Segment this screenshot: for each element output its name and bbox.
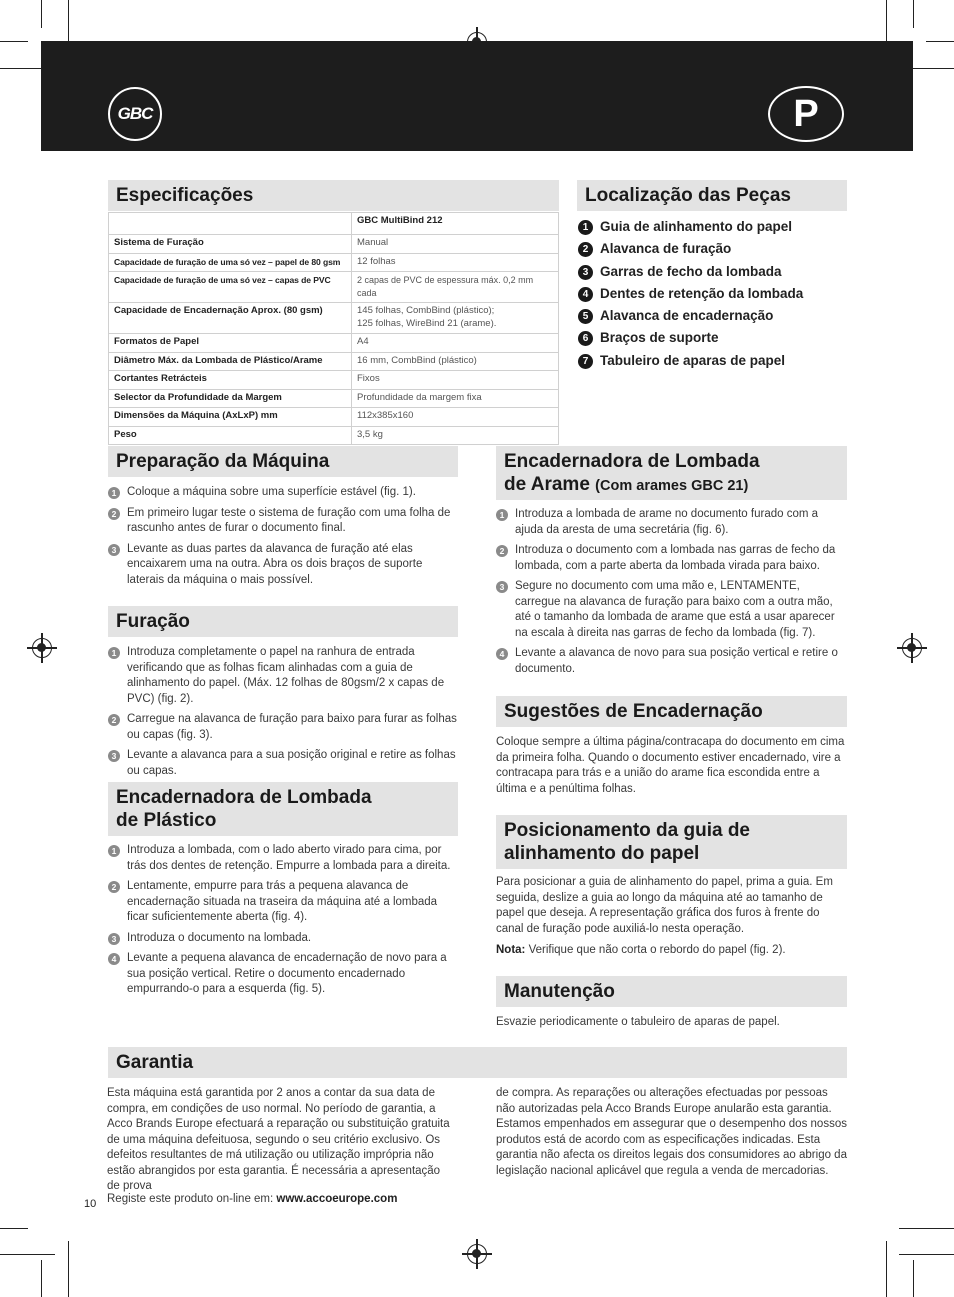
step-text: Levante a pequena alavanca de encadernação de novo para a sua posição vertical. Retire o documento encadernado empurrando-o para a esquerda (fig. 5). <box>127 952 447 995</box>
list-item <box>108 542 458 589</box>
crop-mark <box>41 0 42 28</box>
list-item <box>496 543 847 574</box>
header-band <box>41 41 913 151</box>
list-item <box>496 579 847 641</box>
section-title-text: Encadernadora de Lombada <box>504 451 760 472</box>
table-row <box>109 253 559 272</box>
crop-mark <box>0 41 28 42</box>
number-badge-icon: 6 <box>578 331 593 346</box>
spec-label: Capacidade de furação de uma só vez – papel de 80 gsm <box>109 253 352 272</box>
crop-mark <box>41 1260 42 1297</box>
section-title-specifications <box>108 180 559 211</box>
section-subtitle: (Com arames GBC 21) <box>595 478 749 494</box>
number-badge-icon: 3 <box>578 265 593 280</box>
number-badge-icon: 5 <box>578 309 593 324</box>
crop-mark <box>913 1260 914 1297</box>
list-item <box>108 748 458 779</box>
list-item <box>496 507 847 538</box>
crop-mark <box>899 1254 954 1255</box>
list-item <box>578 263 803 285</box>
part-label: Braços de suporte <box>600 330 719 346</box>
spec-label: Cortantes Retrácteis <box>109 371 352 390</box>
table-row <box>109 352 559 371</box>
step-text: Carregue na alavanca de furação para baixo para furar as folhas ou capas (fig. 3). <box>127 713 457 741</box>
list-item <box>578 285 803 307</box>
spec-value: 12 folhas <box>352 253 559 272</box>
language-badge: P <box>768 86 844 142</box>
step-text: Em primeiro lugar teste o sistema de furação com uma folha de rascunho antes de furar o documento final. <box>127 506 451 534</box>
spec-label: Selector da Profundidade da Margem <box>109 389 352 408</box>
step-text: Introduza completamente o papel na ranhura de entrada verificando que as folhas ficam alinhadas com a guia de alinhamento do papel. (Máx. 12 folhas de 80gsm/2 x capas de PVC) (fig. 2). <box>127 646 445 705</box>
maintenance-text: Esvazie periodicamente o tabuleiro de aparas de papel. <box>496 1016 780 1028</box>
table-row <box>109 213 559 235</box>
gbc-logo: GBC <box>108 87 162 141</box>
register-text: Registe este produto on-line em: <box>107 1193 274 1205</box>
step-text: Introduza o documento com a lombada nas garras de fecho da lombada, com a parte aberta da lombada virada para baixo. <box>515 544 836 572</box>
part-label: Garras de fecho da lombada <box>600 263 782 279</box>
section-title-warranty <box>108 1047 847 1078</box>
register-line <box>107 1192 507 1208</box>
registration-mark-icon <box>902 638 922 658</box>
table-row <box>109 272 559 303</box>
list-item <box>108 645 458 707</box>
table-row <box>109 389 559 408</box>
punching-steps <box>108 645 458 784</box>
section-title-text: Sugestões de Encadernação <box>504 701 763 722</box>
spec-value: Profundidade da margem fixa <box>352 389 559 408</box>
guide-note <box>496 943 847 959</box>
section-title-text: Garantia <box>116 1052 194 1073</box>
step-number-icon: 1 <box>108 487 120 499</box>
number-badge-icon: 4 <box>578 287 593 302</box>
number-badge-icon: 7 <box>578 354 593 369</box>
step-number-icon: 4 <box>108 953 120 965</box>
parts-list <box>578 218 803 374</box>
list-item <box>108 951 458 998</box>
part-label: Dentes de retenção da lombada <box>600 285 804 301</box>
spec-value: Manual <box>352 235 559 254</box>
table-row <box>109 426 559 445</box>
spec-value: 16 mm, CombBind (plástico) <box>352 352 559 371</box>
step-text: Levante as duas partes da alavanca de furação até elas encaixarem uma na outra. Abra os dois braços de suporte laterais da máquina o mais possível. <box>127 542 423 586</box>
crop-mark <box>68 1241 69 1297</box>
registration-mark-icon <box>32 638 52 658</box>
section-title-text: Furação <box>116 611 190 632</box>
part-label: Alavanca de encadernação <box>600 308 774 324</box>
step-text: Lentamente, empurre para trás a pequena alavanca de encadernação situada na traseira da máquina até a lombada ficar suficientemente aberta (fig. 4). <box>127 880 438 923</box>
list-item <box>578 329 803 351</box>
warranty-text-right: de compra. As reparações ou alterações efectuadas por pessoas não autorizadas pela Acco Brands Europe anularão esta garantia. Estamos empenhados em assegurar que o desempenho dos nossos produtos está de acordo com as especificações indicadas. Esta garantia não afecta os direitos legais dos consumidores ao abrigo da legislação nacional aplicável que regula a venda de mercadorias. <box>496 1087 847 1177</box>
step-text: Segure no documento com uma mão e, LENTAMENTE, carregue na alavanca de furação para baixo com a outra mão, até o tamanho da lombada de arame que está a usar aparecer na escala à direita nas garras de fecho da lombada (fig. 7). <box>515 580 835 639</box>
spec-label: Diâmetro Máx. da Lombada de Plástico/Arame <box>109 352 352 371</box>
list-item <box>578 240 803 262</box>
table-row <box>109 303 559 334</box>
section-title-text: Posicionamento da guia de <box>504 820 750 841</box>
specifications-table <box>108 212 559 445</box>
list-item <box>108 506 458 537</box>
spec-value: 3,5 kg <box>352 426 559 445</box>
list-item <box>108 931 458 947</box>
section-title-text: Especificações <box>116 185 254 206</box>
spec-label: Capacidade de furação de uma só vez – capas de PVC <box>109 272 352 303</box>
step-number-icon: 1 <box>108 845 120 857</box>
part-label: Tabuleiro de aparas de papel <box>600 352 786 368</box>
section-title-text: Manutenção <box>504 981 615 1002</box>
spec-value: 125 folhas, WireBind 21 (arame). <box>357 317 497 329</box>
section-title-wire-binding <box>496 446 847 500</box>
section-title-guide-positioning <box>496 815 847 869</box>
number-badge-icon: 1 <box>578 220 593 235</box>
step-text: Levante a alavanca para a sua posição original e retire as folhas ou capas. <box>127 749 456 777</box>
step-number-icon: 2 <box>108 881 120 893</box>
spec-label: Formatos de Papel <box>109 334 352 353</box>
crop-mark <box>886 1241 887 1297</box>
step-number-icon: 1 <box>108 647 120 659</box>
page-number: 10 <box>84 1198 97 1210</box>
section-title-preparation <box>108 446 458 477</box>
step-text: Introduza o documento na lombada. <box>127 931 312 944</box>
table-row <box>109 334 559 353</box>
crop-mark <box>0 1228 28 1229</box>
model-name: GBC MultiBind 212 <box>352 213 559 235</box>
binding-tips-text: Coloque sempre a última página/contracapa do documento em cima da primeira folha. Quando o documento estiver encadernado, vire a contracapa para trás e a união do arame fica escondida entre a última e a penúltima folhas. <box>496 736 845 795</box>
preparation-steps <box>108 485 458 593</box>
part-label: Guia de alinhamento do papel <box>600 219 793 234</box>
crop-mark <box>926 41 954 42</box>
step-number-icon: 2 <box>108 508 120 520</box>
section-title-binding-tips <box>496 696 847 727</box>
step-number-icon: 2 <box>496 545 508 557</box>
table-row <box>109 371 559 390</box>
step-number-icon: 2 <box>108 714 120 726</box>
step-text: Levante a alavanca de novo para sua posição vertical e retire o documento. <box>515 647 838 675</box>
table-row <box>109 235 559 254</box>
spec-value: Fixos <box>352 371 559 390</box>
step-number-icon: 4 <box>496 648 508 660</box>
list-item <box>108 843 458 874</box>
registration-mark-icon <box>467 1244 487 1264</box>
spec-label: Sistema de Furação <box>109 235 352 254</box>
spec-value: 2 capas de PVC de espessura máx. 0,2 mm cada <box>352 272 559 303</box>
part-label: Alavanca de furação <box>600 241 732 257</box>
spec-value: 112x385x160 <box>352 408 559 427</box>
plastic-binding-steps <box>108 843 458 1003</box>
step-text: Coloque a máquina sobre uma superfície estável (fig. 1). <box>127 486 416 498</box>
note-text: Verifique que não corta o rebordo do papel (fig. 2). <box>528 944 786 956</box>
section-title-text: Preparação da Máquina <box>116 451 330 472</box>
crop-mark <box>913 0 914 28</box>
list-item <box>578 218 803 240</box>
list-item <box>108 879 458 926</box>
list-item <box>578 352 803 374</box>
number-badge-icon: 2 <box>578 242 593 257</box>
section-title-punching <box>108 606 458 637</box>
wire-binding-steps <box>496 507 847 682</box>
step-number-icon: 3 <box>108 750 120 762</box>
spec-label: Peso <box>109 426 352 445</box>
spec-value: A4 <box>352 334 559 353</box>
step-number-icon: 3 <box>496 581 508 593</box>
section-title-text: de Arame <box>504 474 590 495</box>
step-text: Introduza a lombada de arame no documento furado com a ajuda da aresta de uma secretária (fig. 6). <box>515 508 819 536</box>
crop-mark <box>0 1254 55 1255</box>
section-title-parts <box>577 180 847 211</box>
step-number-icon: 1 <box>496 509 508 521</box>
crop-mark <box>899 1228 954 1229</box>
list-item <box>496 646 847 677</box>
spec-value: 145 folhas, CombBind (plástico); <box>357 305 495 316</box>
step-text: Introduza a lombada, com o lado aberto virado para cima, por trás dos dentes de retenção. Empurre a lombada para a direita. <box>127 844 451 872</box>
register-link[interactable]: www.accoeurope.com <box>276 1193 398 1205</box>
step-number-icon: 3 <box>108 933 120 945</box>
section-title-text: Localização das Peças <box>585 185 791 206</box>
list-item <box>578 307 803 329</box>
table-row <box>109 408 559 427</box>
note-label: Nota: <box>496 944 526 956</box>
list-item <box>108 712 458 743</box>
list-item <box>108 485 458 501</box>
guide-positioning-text: Para posicionar a guia de alinhamento do papel, prima a guia. Em seguida, deslize a guia ao longo da máquina até ao tamanho de papel que deseja. A representação gráfica dos furos à frente do canal de furação pode auxiliá-lo nesta operação. <box>496 876 833 935</box>
section-title-text: de Plástico <box>116 810 217 831</box>
spec-label: Capacidade de Encadernação Aprox. (80 gsm) <box>109 303 352 334</box>
spec-label: Dimensões da Máquina (AxLxP) mm <box>109 408 352 427</box>
section-title-plastic-binding <box>108 782 458 836</box>
warranty-text-left: Esta máquina está garantida por 2 anos a contar da sua data de compra, em condições de uso normal. No período de garantia, a Acco Brands Europe efectuará a reparação ou substituição gratuita de uma máquina defeituosa, segundo o seu critério exclusivo. Os defeitos resultantes de má utilização ou utilização imprópria não estão abrangidos por esta garantia. É necessária a apresentação de prova <box>107 1087 450 1192</box>
section-title-text: Encadernadora de Lombada <box>116 787 372 808</box>
step-number-icon: 3 <box>108 544 120 556</box>
section-title-maintenance <box>496 976 847 1007</box>
section-title-text: alinhamento do papel <box>504 843 700 864</box>
